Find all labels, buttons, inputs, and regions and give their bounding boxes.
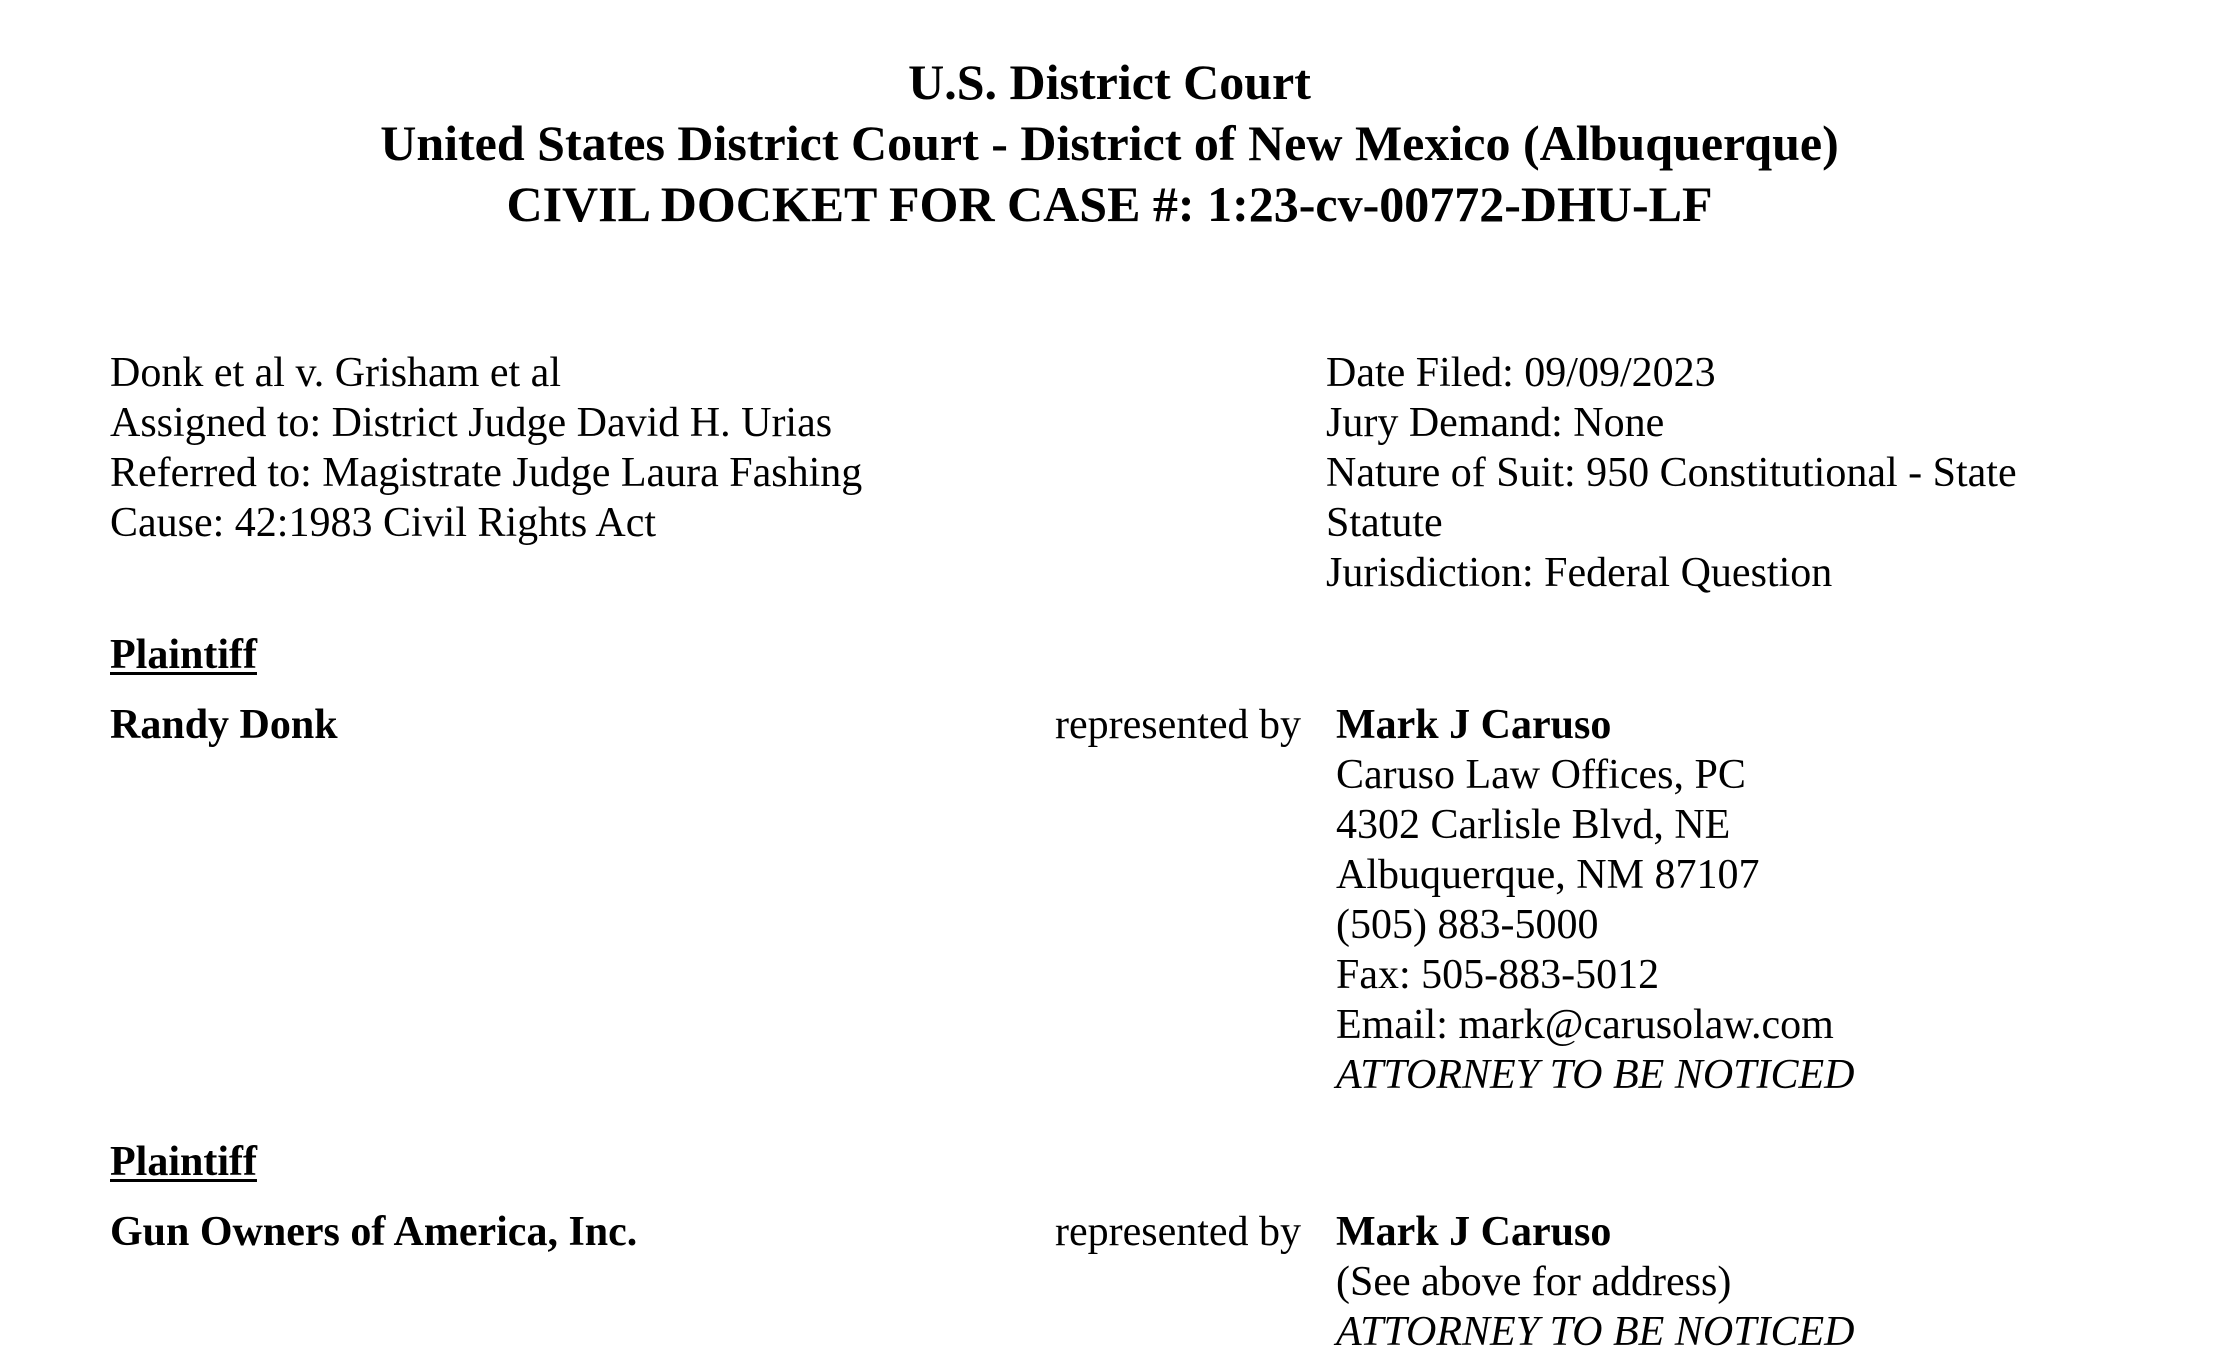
referred-judge: Referred to: Magistrate Judge Laura Fashing	[110, 450, 863, 496]
party-role-label: Plaintiff	[110, 1139, 257, 1185]
represented-by-label: represented by	[1055, 1209, 1302, 1255]
attorney-email: Email: mark@carusolaw.com	[1336, 1002, 1834, 1048]
case-info-right	[1326, 348, 2126, 598]
attorney-notice: ATTORNEY TO BE NOTICED	[1336, 1052, 1855, 1098]
assigned-judge: Assigned to: District Judge David H. Urias	[110, 400, 833, 446]
jury-demand: Jury Demand: None	[1326, 400, 1665, 446]
attorney-phone: (505) 883-5000	[1336, 902, 1599, 948]
attorney-notice: ATTORNEY TO BE NOTICED	[1336, 1309, 1855, 1355]
party-name: Gun Owners of America, Inc.	[110, 1209, 638, 1255]
attorney-firm: Caruso Law Offices, PC	[1336, 752, 1746, 798]
attorney-fax: Fax: 505-883-5012	[1336, 952, 1660, 998]
attorney-block	[1336, 1207, 1855, 1357]
jurisdiction: Jurisdiction: Federal Question	[1326, 550, 1833, 596]
attorney-address-note: (See above for address)	[1336, 1259, 1732, 1305]
date-filed: Date Filed: 09/09/2023	[1326, 350, 1716, 396]
attorney-name: Mark J Caruso	[1336, 1209, 1612, 1255]
nature-of-suit-continued: Statute	[1326, 500, 1443, 546]
party-name: Randy Donk	[110, 702, 338, 748]
case-info-left	[110, 348, 862, 548]
cause: Cause: 42:1983 Civil Rights Act	[110, 500, 657, 546]
represented-by-label: represented by	[1055, 702, 1302, 748]
court-district: United States District Court - District of New Mexico (Albuquerque)	[380, 115, 1839, 171]
court-title: U.S. District Court	[908, 54, 1311, 110]
case-number-title: CIVIL DOCKET FOR CASE #: 1:23-cv-00772-DHU-LF	[506, 176, 1713, 232]
case-caption: Donk et al v. Grisham et al	[110, 350, 561, 396]
nature-of-suit: Nature of Suit: 950 Constitutional - State	[1326, 450, 2017, 496]
attorney-street: 4302 Carlisle Blvd, NE	[1336, 802, 1731, 848]
attorney-name: Mark J Caruso	[1336, 702, 1612, 748]
attorney-block	[1336, 700, 1855, 1100]
party-role-label: Plaintiff	[110, 632, 257, 678]
attorney-city: Albuquerque, NM 87107	[1336, 852, 1760, 898]
docket-header	[0, 52, 2219, 235]
